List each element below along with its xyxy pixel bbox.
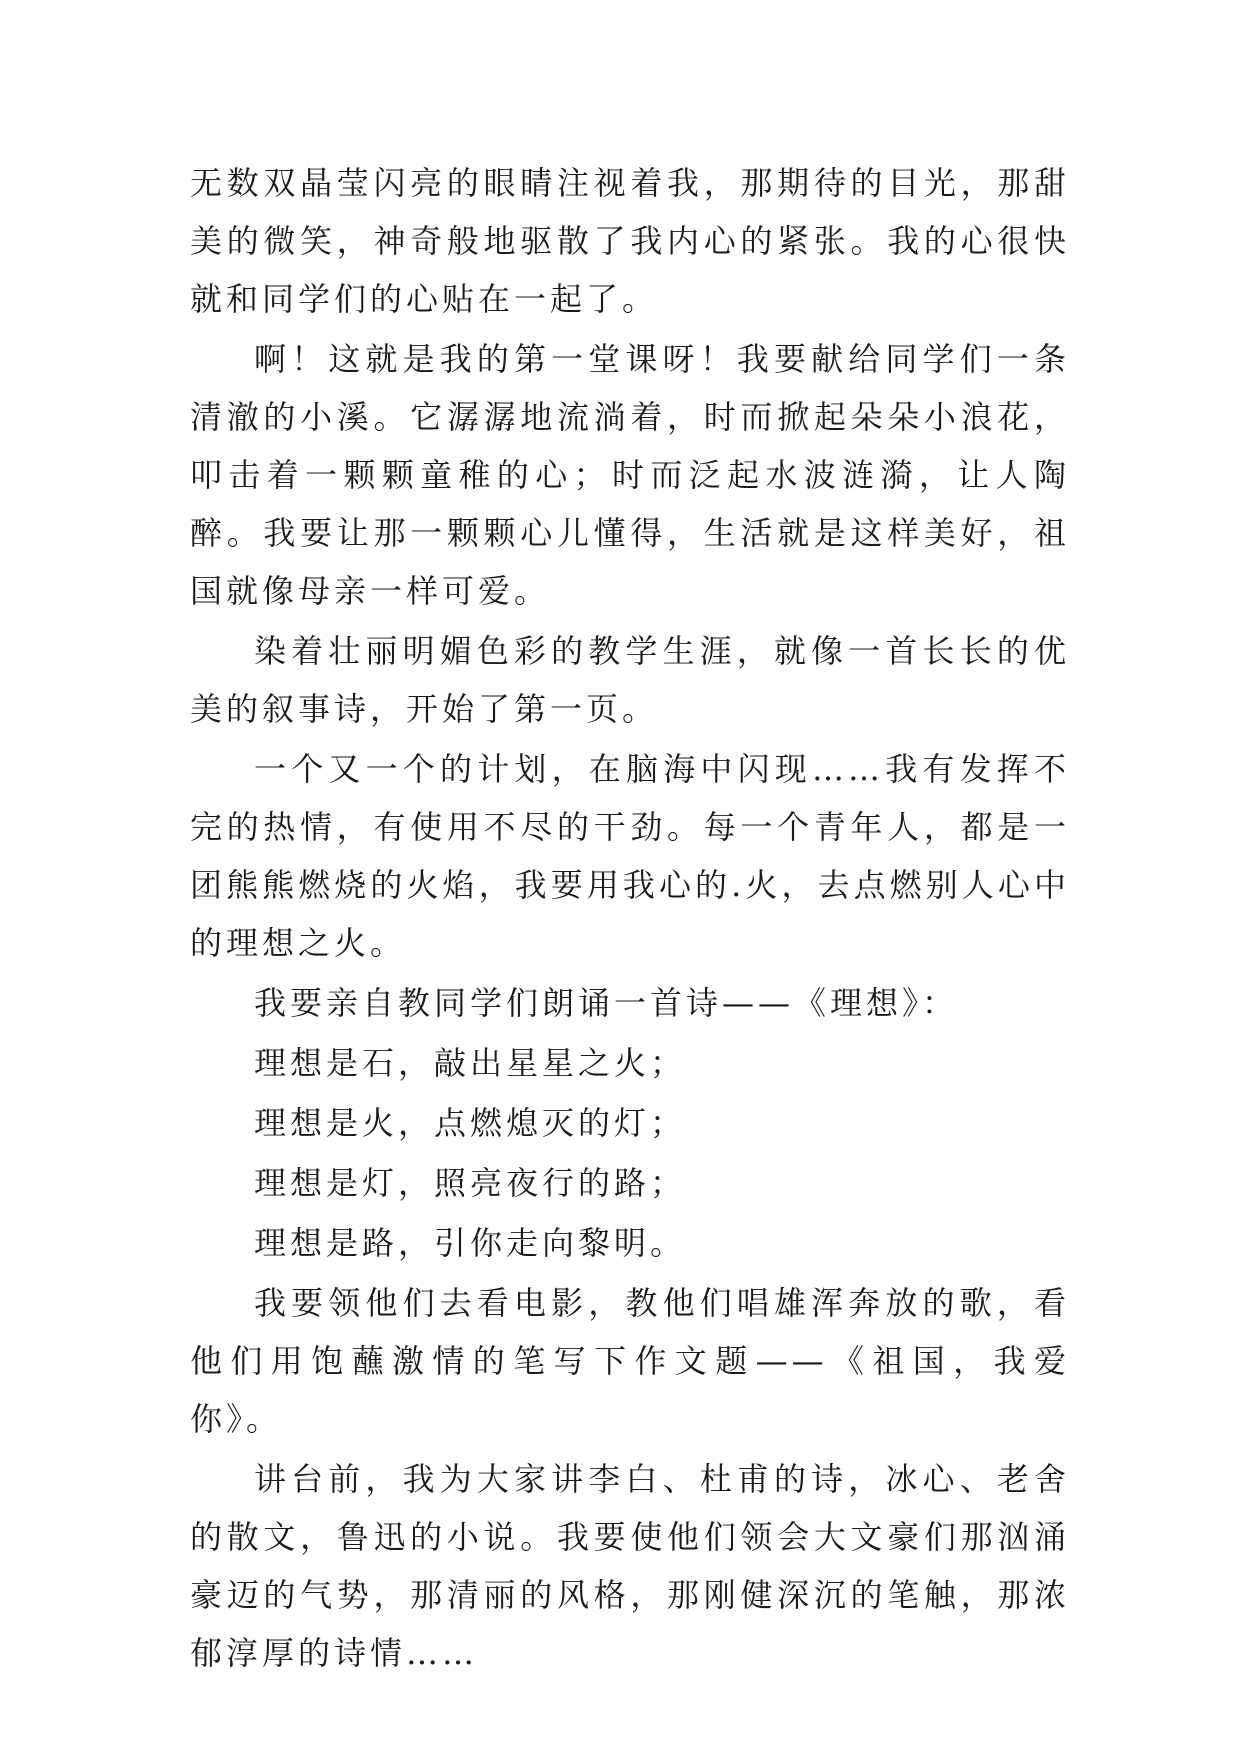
paragraph-2: 啊！这就是我的第一堂课呀！我要献给同学们一条清澈的小溪。它潺潺地流淌着，时而掀起朵朵小浪花，叩击着一颗颗童稚的心；时而泛起水波涟漪，让人陶醉。我要让那一颗颗心儿懂得，生活就是这样美好，祖国就像母亲一样可爱。 — [190, 340, 1070, 610]
paragraph-4: 一个又一个的计划，在脑海中闪现……我有发挥不完的热情，有使用不尽的干劲。每一个青年人，都是一团熊熊燃烧的火焰，我要用我心的.火，去点燃别人心中的理想之火。 — [190, 750, 1070, 962]
paragraph-6: 我要领他们去看电影，教他们唱雄浑奔放的歌，看他们用饱蘸激情的笔写下作文题——《祖国，我爱你》。 — [190, 1284, 1070, 1438]
paragraph-5: 我要亲自教同学们朗诵一首诗——《理想》： — [254, 984, 959, 1022]
poem-line-3: 理想是灯，照亮夜行的路； — [254, 1164, 687, 1202]
paragraph-3: 染着壮丽明媚色彩的教学生涯，就像一首长长的优美的叙事诗，开始了第一页。 — [190, 632, 1070, 728]
paragraph-1: 无数双晶莹闪亮的眼睛注视着我，那期待的目光，那甜美的微笑，神奇般地驱散了我内心的紧张。我的心很快就和同学们的心贴在一起了。 — [190, 164, 1070, 318]
paragraph-7: 讲台前，我为大家讲李白、杜甫的诗，冰心、老舍的散文，鲁迅的小说。我要使他们领会大文豪们那汹涌豪迈的气势，那清丽的风格，那刚健深沉的笔触，那浓郁淳厚的诗情…… — [190, 1460, 1070, 1672]
poem-line-4: 理想是路，引你走向黎明。 — [254, 1224, 687, 1262]
document-body — [190, 154, 1070, 1684]
poem-line-1: 理想是石，敲出星星之火； — [254, 1044, 687, 1082]
poem-line-2: 理想是火，点燃熄灭的灯； — [254, 1104, 687, 1142]
